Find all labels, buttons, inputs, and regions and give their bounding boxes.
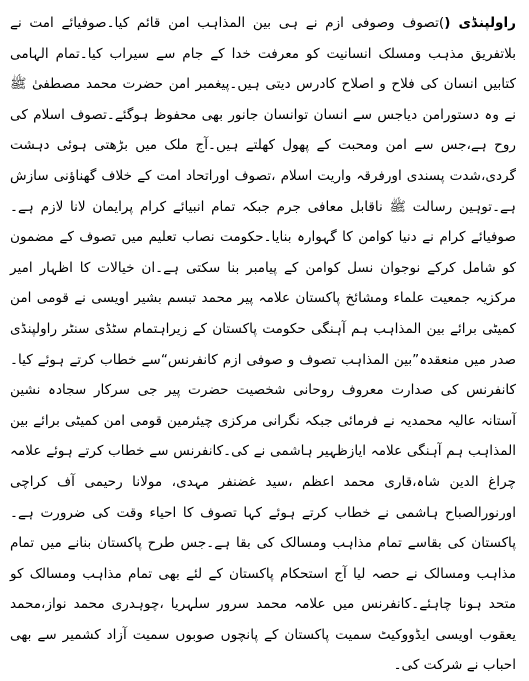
article-body: )تصوف وصوفی ازم نے ہی بین المذاہب امن قائم کیا۔صوفیائے امت نے بلاتفریق مذہب ومسلک انسانیت کو معرفت خدا کے جام سے سیراب کیا۔تمام الہامی کتابیں انسان کی فلاح و اصلاح کادرس دیتی ہیں۔پیغمبر امن حضرت محمد مصطفیٰ ﷺ نے وہ دستورامن دیاجس سے انسان توانسان جانور بھی محفوظ ہوگئے۔تصوف اسلام کی روح ہے،جس سے امن ومحبت کے پھول کھلتے ہیں۔آج ملک میں بڑھتی ہوئی دہشت گردی،شدت پسندی اورفرقہ واریت اسلام ،تصوف اوراتحاد امت کے خلاف گھناؤنی سازش ہے۔توہین رسالت ﷺ ناقابل معافی جرم جبکہ تمام انبیائے کرام پرایمان لانا لازم ہے۔صوفیائے کرام نے دنیا کوامن کا گہوارہ بنایا۔حکومت نصاب تعلیم میں تصوف کے مضمون کو شامل کرکے نوجوان نسل کوامن کے پیامبر بنا سکتی ہے۔ان خیالات کا اظہار امیر مرکزیہ جمعیت علماء ومشائخ پاکستان علامہ پیر محمد تبسم بشیر اویسی نے قومی امن کمیٹی برائے بین المذاہب ہم آہنگی حکومت پاکستان کے زیراہتمام سٹڈی سنٹر راولپنڈی صدر میں منعقدہ”بین المذاہب تصوف و صوفی ازم کانفرنس“سے خطاب کرتے ہوئے کیا۔کانفرنس کی صدارت معروف روحانی شخصیت حضرت پیر جی سرکار سجادہ نشین آستانہ عالیہ محمدیہ نے فرمائی جبکہ نگرانی مرکزی چیئرمین قومی امن کمیٹی برائے بین المذاہب ہم آہنگی علامہ ایازظہیر ہاشمی نے کی۔کانفرنس سے خطاب کرتے ہوئے علامہ چراغ الدین شاہ،قاری محمد اعظم ،سید غضنفر مہدی، مولانا رحیمی آف کراچی اورنورالصباح ہاشمی نے خطاب کرتے ہوئے کہا تصوف کا احیاء وقت کی ضرورت ہے۔پاکستان کی بقاسے تمام مذاہب ومسالک کی بقا ہے۔جس طرح پاکستان بنانے میں تمام مذاہب ومسالک نے حصہ لیا آج استحکام پاکستان کے لئے بھی تمام مذاہب ومسالک کو متحد ہونا چاہئے۔کانفرنس میں علامہ محمد سرور سلہریا ،چوہدری محمد نواز،محمد یعقوب اویسی ایڈووکیٹ سمیت پاکستان کے پانچوں صوبوں سمیت آزاد کشمیر سے بھی احباب نے شرکت کی۔ (10, 15, 516, 674)
news-article (10, 8, 516, 681)
article-dateline: راولپنڈی ( (444, 15, 516, 31)
